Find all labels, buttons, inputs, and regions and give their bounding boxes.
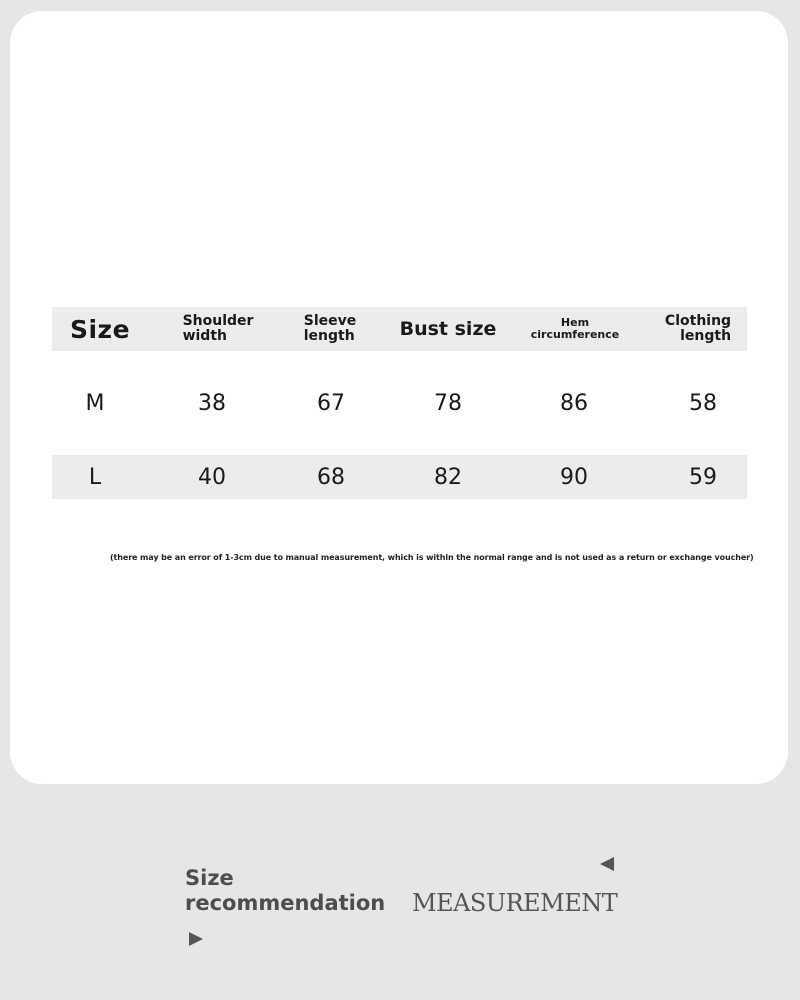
table-row (52, 455, 747, 499)
measurement-title: MEASUREMENT (412, 889, 618, 917)
cell-sleeve: 67 (317, 390, 345, 416)
cell-clothing: 58 (689, 390, 717, 416)
cell-hem: 90 (560, 464, 588, 490)
table-header-row (52, 307, 747, 351)
header-sleeve-length (304, 307, 357, 351)
header-hem-circumference (531, 307, 619, 351)
triangle-left-icon (600, 857, 614, 871)
triangle-right-icon (189, 932, 203, 946)
header-clothing-length (665, 307, 731, 351)
header-shoulder-line1: Shoulder (182, 313, 254, 329)
size-recommendation-title (185, 866, 385, 916)
header-shoulder-width (183, 307, 254, 351)
cell-bust: 78 (434, 390, 462, 416)
cell-bust: 82 (434, 464, 462, 490)
header-clothing-line2: length (680, 328, 732, 344)
header-shoulder-line2: width (182, 328, 227, 344)
header-clothing-line1: Clothing (664, 313, 732, 329)
header-hem-line2: circumference (530, 328, 620, 341)
table-row (52, 381, 747, 425)
header-size: Size (69, 314, 131, 344)
cell-clothing: 59 (689, 464, 717, 490)
header-sleeve-line1: Sleeve (303, 313, 357, 329)
cell-sleeve: 68 (317, 464, 345, 490)
footer-title-line1: Size (185, 866, 234, 890)
cell-shoulder: 40 (198, 464, 226, 490)
header-hem-line1: Hem (560, 316, 590, 329)
cell-size: L (88, 464, 102, 490)
cell-shoulder: 38 (198, 390, 226, 416)
cell-hem: 86 (560, 390, 588, 416)
measurement-note: (there may be an error of 1-3cm due to manual measurement, which is within the normal range and is not used as a return or exchange voucher) (110, 553, 754, 562)
header-sleeve-line2: length (303, 328, 355, 344)
cell-size: M (85, 390, 105, 416)
footer-title-line2: recommendation (185, 891, 386, 915)
header-bust-size: Bust size (399, 318, 497, 340)
